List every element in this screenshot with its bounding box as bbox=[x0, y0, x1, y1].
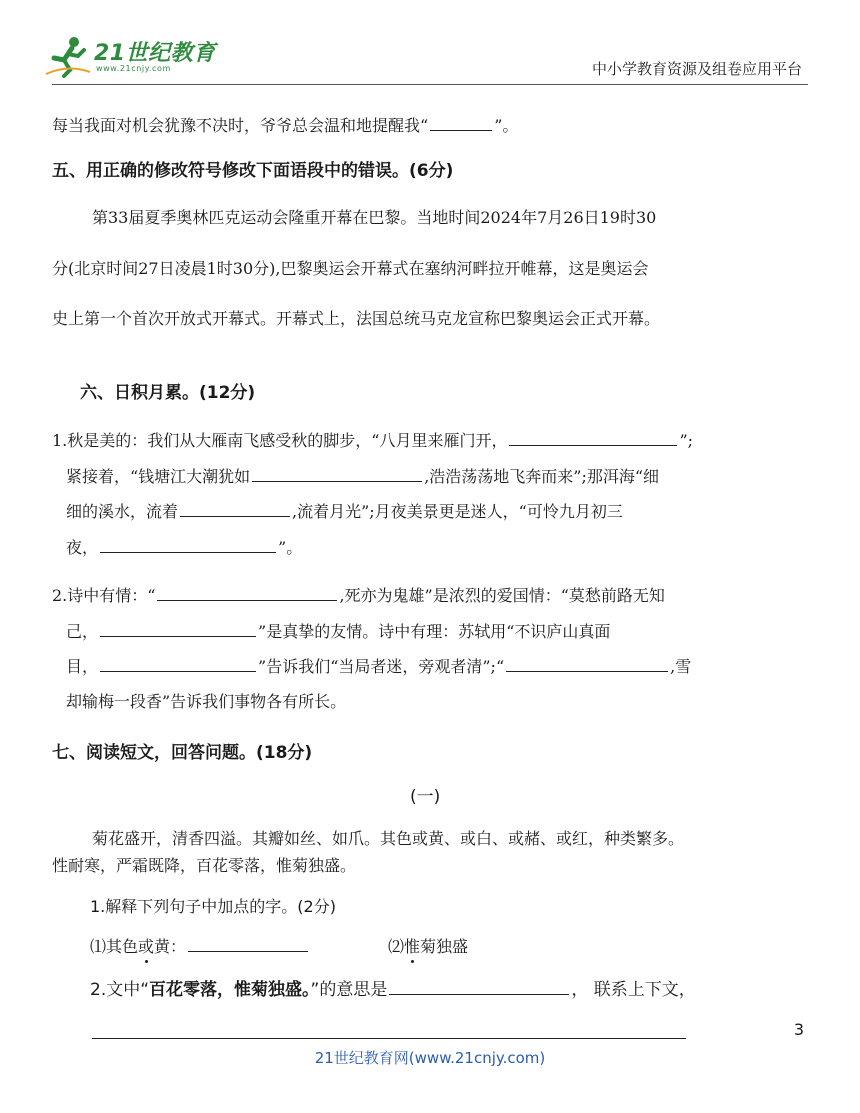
intro-line bbox=[52, 113, 518, 136]
s7-q1-title: 1.解释下列句子中加点的字。(2分) bbox=[90, 897, 336, 916]
q2-text: ,雪 bbox=[670, 657, 692, 676]
q1-text: ,流着月光”;月夜美景更是迷人，“可怜九月初三 bbox=[292, 502, 623, 521]
q1-line-2 bbox=[66, 464, 659, 487]
q2-text: ”是真挚的友情。诗中有理：苏轼用“不识庐山真面 bbox=[258, 622, 611, 641]
q1-line-3 bbox=[66, 499, 623, 522]
q2-line-4: 却输梅一段香”告诉我们事物各有所长。 bbox=[66, 692, 347, 711]
q1-text: 紧接着，“钱塘江大潮犹如 bbox=[66, 467, 251, 486]
runner-logo-icon bbox=[44, 34, 92, 78]
s7-q2-quote: 百花零落，惟菊独盛。 bbox=[149, 980, 311, 1000]
passage-line-1: 菊花盛开，清香四溢。其瓣如丝、如爪。其色或黄、或白、或赭、或红，种类繁多。 bbox=[92, 829, 685, 848]
s7-q2-text: ， 联系上下文， bbox=[571, 980, 696, 1000]
answer-line[interactable] bbox=[92, 1038, 686, 1039]
q2-text: ,死亦为鬼雄”是浓烈的爱国情：“莫愁前路无知 bbox=[339, 586, 665, 605]
q2-blank-1[interactable] bbox=[157, 584, 337, 601]
q1-text: ,浩浩荡荡地飞奔而来”;那洱海“细 bbox=[424, 467, 660, 486]
q2-text: ”告诉我们“当局者迷，旁观者清”;“ bbox=[258, 657, 505, 676]
s7-q1-a-text: ⑴其色 bbox=[90, 937, 139, 956]
page-number: 3 bbox=[793, 1020, 804, 1039]
s7-q2-text: ”的意思是 bbox=[310, 980, 388, 1000]
section6-title: 六、日积月累。(12分) bbox=[80, 383, 256, 403]
q2-blank-2[interactable] bbox=[100, 620, 256, 637]
section5-line-3: 史上第一个首次开放式开幕式。开幕式上，法国总统马克龙宣称巴黎奥运会正式开幕。 bbox=[52, 309, 661, 328]
q2-blank-4[interactable] bbox=[506, 655, 668, 672]
q2-line-1 bbox=[52, 583, 665, 606]
section5-title: 五、用正确的修改符号修改下面语段中的错误。(6分) bbox=[52, 161, 454, 181]
section5-line-1: 第33届夏季奥林匹克运动会隆重开幕在巴黎。当地时间2024年7月26日19时30 bbox=[92, 208, 657, 227]
s7-q1-a bbox=[90, 934, 310, 957]
q2-text: 目， bbox=[66, 657, 99, 676]
platform-title: 中小学教育资源及组卷应用平台 bbox=[591, 60, 802, 78]
q2-line-2 bbox=[66, 619, 610, 642]
q1-text: ”; bbox=[679, 431, 694, 450]
part-label: (一) bbox=[410, 787, 441, 807]
intro-text: 每当我面对机会犹豫不决时，爷爷总会温和地提醒我“ bbox=[52, 116, 429, 135]
q2-blank-3[interactable] bbox=[100, 655, 256, 672]
q1-line-1 bbox=[52, 428, 693, 451]
q2-line-3 bbox=[66, 654, 691, 677]
q1-text: 1.秋是美的：我们从大雁南飞感受秋的脚步，“八月里来雁门开， bbox=[52, 431, 508, 450]
q1-blank-3[interactable] bbox=[180, 500, 290, 517]
q2-text: 2.诗中有情：“ bbox=[52, 586, 156, 605]
s7-q2-blank[interactable] bbox=[389, 978, 569, 995]
footer-site-link[interactable]: 21世纪教育网(www.21cnjy.com) bbox=[314, 1049, 546, 1067]
q1-line-4 bbox=[66, 535, 302, 558]
section7-title: 七、阅读短文，回答问题。(18分) bbox=[52, 743, 313, 763]
s7-q1-b-text: ⑵ bbox=[388, 937, 405, 956]
intro-blank[interactable] bbox=[430, 114, 492, 131]
q1-text: 夜， bbox=[66, 538, 99, 557]
s7-q1-b-text: 菊独盛 bbox=[420, 937, 469, 956]
site-logo bbox=[44, 34, 214, 78]
s7-q1-b bbox=[388, 934, 468, 957]
section5-line-2: 分(北京时间27日凌晨1时30分),巴黎奥运会开幕式在塞纳河畔拉开帷幕，这是奥运会 bbox=[52, 259, 649, 278]
logo-url: www.21cnjy.com bbox=[96, 64, 171, 73]
q1-blank-2[interactable] bbox=[252, 465, 422, 482]
q1-text: ”。 bbox=[278, 538, 303, 557]
dotted-char: 或 bbox=[138, 934, 154, 957]
s7-q2 bbox=[90, 975, 696, 1000]
s7-q1-a-text: 黄： bbox=[154, 937, 187, 956]
q1-text: 细的溪水，流着 bbox=[66, 502, 179, 521]
q1-blank-4[interactable] bbox=[100, 536, 276, 553]
passage-line-2: 性耐寒，严霜既降，百花零落，惟菊独盛。 bbox=[52, 856, 357, 875]
q2-text: 己， bbox=[66, 622, 99, 641]
dotted-char: 惟 bbox=[404, 934, 420, 957]
q1-blank-1[interactable] bbox=[509, 429, 677, 446]
s7-q2-text: 2.文中“ bbox=[90, 980, 150, 1000]
header-divider bbox=[52, 84, 808, 85]
intro-text-end: ”。 bbox=[494, 116, 519, 135]
s7-q1-a-blank[interactable] bbox=[188, 935, 308, 952]
logo-text: 21世纪教育 bbox=[94, 41, 216, 66]
